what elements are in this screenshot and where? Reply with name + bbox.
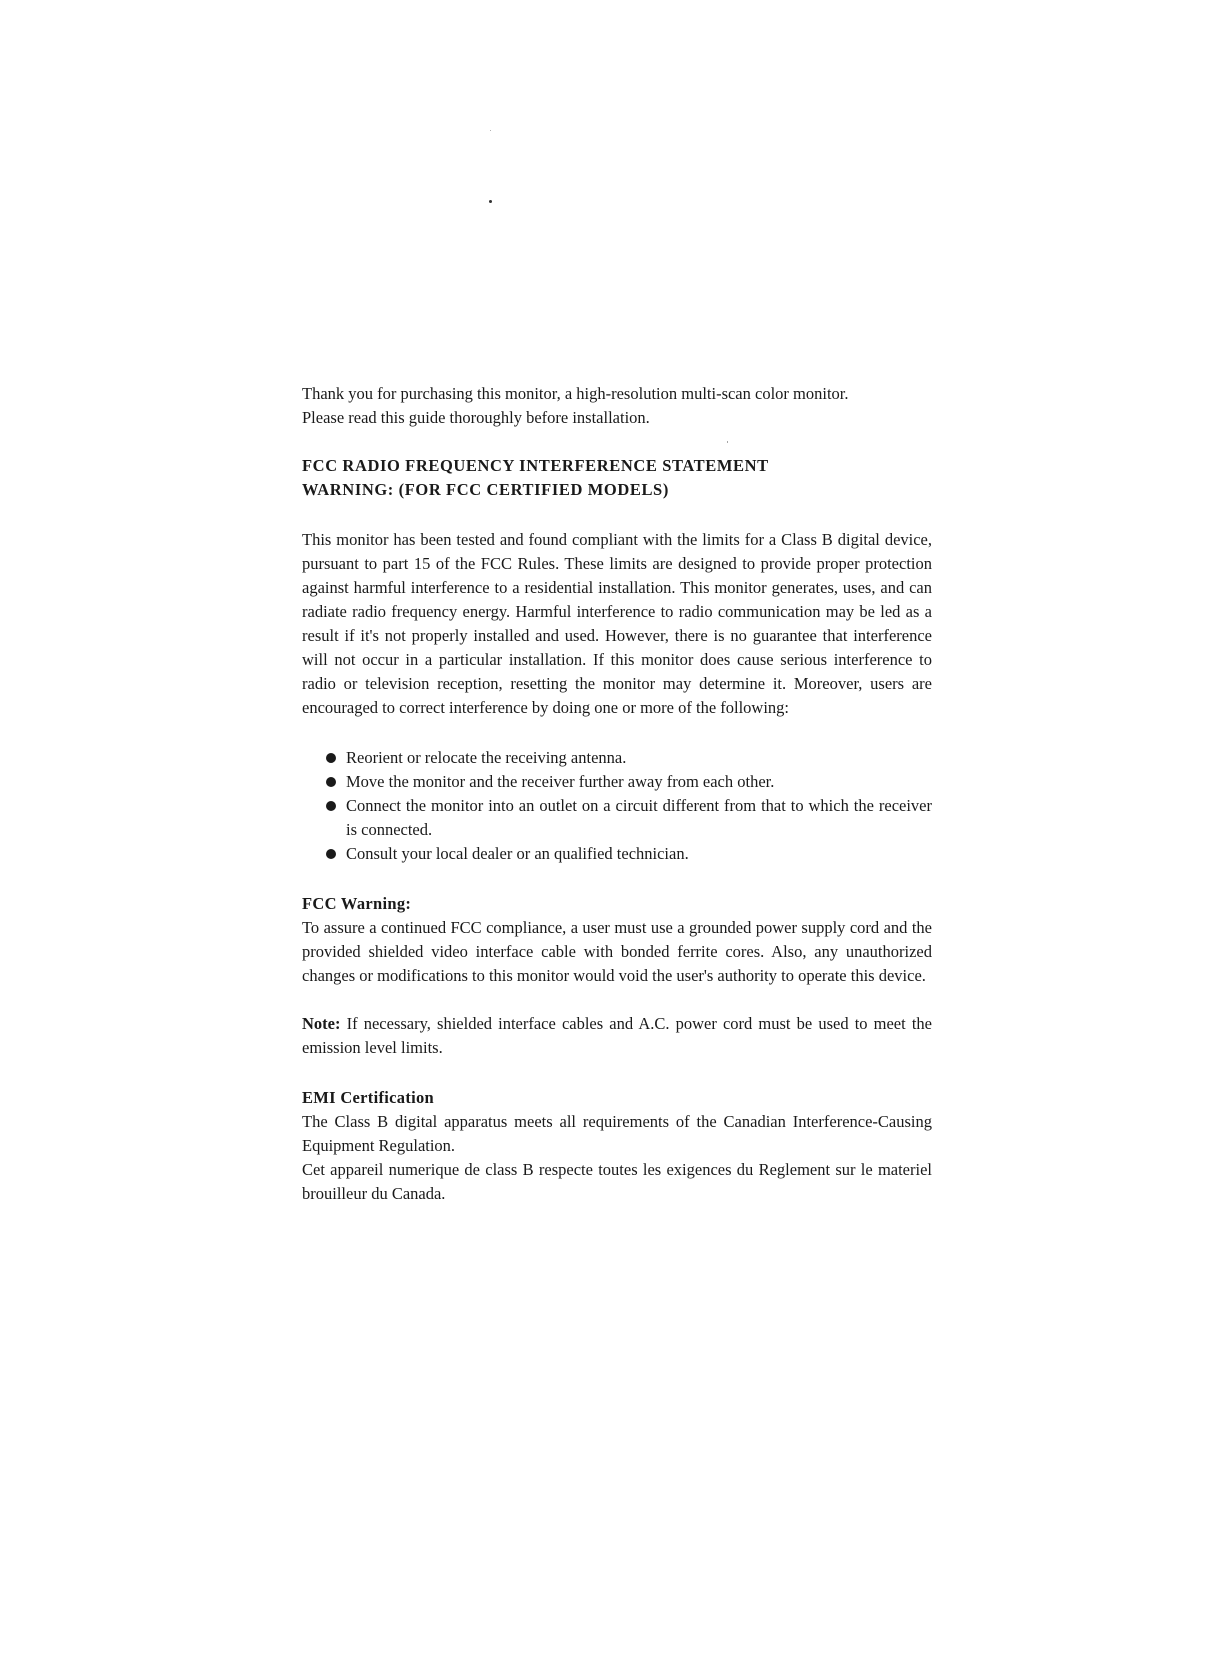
intro-line-1: Thank you for purchasing this monitor, a high-resolution multi-scan color monitor. [302,384,849,403]
list-item: Move the monitor and the receiver further away from each other. [326,770,932,794]
fcc-heading-2: WARNING: (FOR FCC CERTIFIED MODELS) [302,480,669,499]
bullet-icon [326,777,336,787]
fcc-warning-section [302,892,932,988]
note-body: If necessary, shielded interface cables and A.C. power cord must be used to meet the emission level limits. [302,1014,932,1057]
fcc-heading-1: FCC RADIO FREQUENCY INTERFERENCE STATEMENT [302,456,769,475]
emi-english: The Class B digital apparatus meets all requirements of the Canadian Interference-Causing Equipment Regulation. [302,1112,932,1155]
document-body [302,382,932,1206]
list-item: Reorient or relocate the receiving antenna. [326,746,932,770]
emi-heading: EMI Certification [302,1088,435,1107]
note-paragraph [302,1012,932,1060]
fcc-statement-body: This monitor has been tested and found compliant with the limits for a Class B digital device, pursuant to part 15 of the FCC Rules. These limits are designed to provide proper protection against harmful interference to a residential installation. This monitor generates, uses, and can radiate radio frequency energy. Harmful interference to radio communication may be led as a result if it's not properly installed and used. However, there is no guarantee that interference will not occur in a particular installation. If this monitor does cause serious interference to radio or television reception, resetting the monitor may determine it. Moreover, users are encouraged to correct interference by doing one or more of the following: [302,530,932,717]
emi-french: Cet appareil numerique de class B respecte toutes les exigences du Reglement sur le materiel brouilleur du Canada. [302,1160,932,1203]
list-item: Connect the monitor into an outlet on a circuit different from that to which the receiver is connected. [326,794,932,842]
bullet-icon [326,753,336,763]
scan-speck [490,130,491,131]
fcc-bullet-list [326,746,932,866]
intro-paragraph [302,382,932,430]
fcc-statement-heading [302,454,932,502]
emi-section [302,1086,932,1206]
fcc-warning-heading: FCC Warning: [302,894,412,913]
intro-line-2: Please read this guide thoroughly before installation. [302,408,650,427]
bullet-icon [326,801,336,811]
scan-speck [489,200,492,203]
note-label: Note: [302,1014,341,1033]
fcc-warning-body: To assure a continued FCC compliance, a user must use a grounded power supply cord and the provided shielded video interface cable with bonded ferrite cores. Also, any unauthorized changes or modifications to this monitor would void the user's authority to operate this device. [302,918,932,985]
list-item: Consult your local dealer or an qualified technician. [326,842,932,866]
bullet-icon [326,849,336,859]
